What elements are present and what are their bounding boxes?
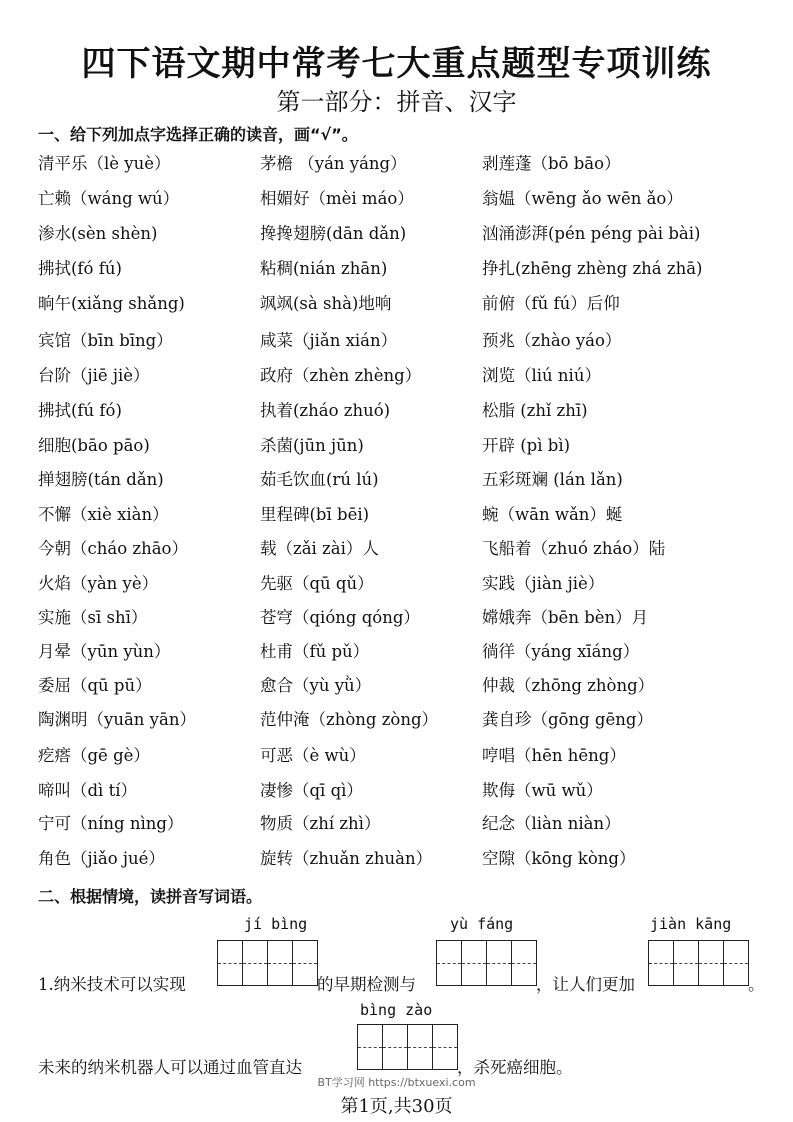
question-row (38, 742, 778, 772)
pinyin-jibing: jí bìng (244, 915, 308, 933)
question-item[interactable]: 空隙（kōng kòng） (482, 849, 636, 868)
question-item[interactable]: 宾馆（bīn bīng） (38, 331, 173, 350)
question-row (38, 255, 778, 285)
sentence1-part4: 。 (748, 975, 765, 994)
question-item[interactable]: 徜徉（yáng xīáng） (482, 642, 640, 661)
question-item[interactable]: 细胞(bāo pāo) (38, 436, 150, 455)
question-item[interactable]: 宁可（níng nìng） (38, 814, 184, 833)
question-item[interactable]: 搀搀翅膀(dān dǎn) (260, 224, 407, 243)
question-row (38, 810, 778, 840)
sentence1-part1: 1.纳米技术可以实现 (38, 975, 186, 994)
question-item[interactable]: 委屈（qū pū） (38, 676, 152, 695)
question-row (38, 672, 778, 702)
question-item[interactable]: 茹毛饮血(rú lú) (260, 470, 379, 489)
question-item[interactable]: 凄惨（qī qì） (260, 781, 363, 800)
question-item[interactable]: 晌午(xiǎng shǎng) (38, 294, 185, 313)
question-item[interactable]: 物质（zhí zhì） (260, 814, 381, 833)
question-item[interactable]: 飞船着（zhuó zháo）陆 (482, 539, 666, 558)
question-item[interactable]: 纪念（liàn niàn） (482, 814, 621, 833)
question-item[interactable]: 挣扎(zhēng zhèng zhá zhā) (482, 259, 703, 278)
question-item[interactable]: 汹涌澎湃(pén péng pài bài) (482, 224, 701, 243)
question-row (38, 185, 778, 215)
question-item[interactable]: 开辟 (pì bì) (482, 436, 571, 455)
sentence1-part3: ，让人们更加 (536, 975, 635, 994)
question-item[interactable]: 啼叫（dì tí） (38, 781, 137, 800)
question-item[interactable]: 五彩斑斓 (lán lǎn) (482, 470, 623, 489)
question-item[interactable]: 角色（jiǎo jué） (38, 849, 165, 868)
question-item[interactable]: 翁媪（wēng ǎo wēn ǎo） (482, 189, 683, 208)
question-item[interactable]: 预兆（zhào yáo） (482, 331, 622, 350)
page-subtitle: 第一部分：拼音、汉字 (276, 88, 517, 116)
question-row (38, 604, 778, 634)
question-item[interactable]: 飒飒(sà shà)地响 (260, 294, 392, 313)
question-item[interactable]: 嫦娥奔（bēn bèn）月 (482, 608, 649, 627)
question-item[interactable]: 杀菌(jūn jūn) (260, 436, 364, 455)
question-item[interactable]: 实践（jiàn jiè） (482, 574, 605, 593)
question-item[interactable]: 苍穹（qióng qóng） (260, 608, 420, 627)
sentence2-part1: 未来的纳米机器人可以通过血管直达 (38, 1058, 302, 1077)
question-item[interactable]: 月晕（yūn yùn） (38, 642, 171, 661)
question-item[interactable]: 火焰（yàn yè） (38, 574, 159, 593)
sentence1-part2: 的早期检测与 (317, 975, 416, 994)
question-item[interactable]: 疙瘩（gē gè） (38, 746, 150, 765)
question-item[interactable]: 蜿（wān wǎn）蜒 (482, 505, 623, 524)
footer-page-number: 第1页,共30页 (340, 1096, 453, 1117)
section1-heading: 一、给下列加点字选择正确的读音，画“√”。 (38, 125, 358, 144)
answer-grid-bingzao[interactable] (357, 1024, 458, 1070)
answer-grid-jiankang[interactable] (648, 940, 749, 986)
question-row (38, 397, 778, 427)
question-item[interactable]: 粘稠(nián zhān) (260, 259, 388, 278)
question-item[interactable]: 实施（sī shī） (38, 608, 148, 627)
question-row (38, 706, 778, 736)
question-row (38, 362, 778, 392)
section2-heading: 二、根据情境，读拼音写词语。 (38, 887, 263, 906)
question-item[interactable]: 亡赖（wáng wú） (38, 189, 180, 208)
question-item[interactable]: 今朝（cháo zhāo） (38, 539, 188, 558)
answer-grid-jibing[interactable] (217, 940, 318, 986)
question-row (38, 777, 778, 807)
question-item[interactable]: 哼唱（hēn hēng） (482, 746, 626, 765)
page-title: 四下语文期中常考七大重点题型专项训练 (81, 44, 712, 84)
pinyin-yufang: yù fáng (450, 915, 514, 933)
question-item[interactable]: 欺侮（wū wǔ） (482, 781, 603, 800)
question-item[interactable]: 台阶（jiē jiè） (38, 366, 150, 385)
question-item[interactable]: 政府（zhèn zhèng） (260, 366, 422, 385)
question-item[interactable]: 杜甫（fǔ pǔ） (260, 642, 370, 661)
pinyin-jiankang: jiàn kāng (650, 915, 732, 933)
sentence2-part2: ，杀死癌细胞。 (457, 1058, 573, 1077)
question-item[interactable]: 里程碑(bī bēi) (260, 505, 370, 524)
question-item[interactable]: 相媚好（mèi máo） (260, 189, 414, 208)
question-item[interactable]: 旋转（zhuǎn zhuàn） (260, 849, 433, 868)
question-row (38, 432, 778, 462)
question-item[interactable]: 范仲淹（zhòng zòng） (260, 710, 439, 729)
pinyin-bingzao: bìng zào (360, 1001, 433, 1019)
question-row (38, 501, 778, 531)
question-item[interactable]: 前俯（fǔ fú）后仰 (482, 294, 620, 313)
question-item[interactable]: 清平乐（lè yuè） (38, 154, 171, 173)
answer-grid-yufang[interactable] (436, 940, 537, 986)
question-item[interactable]: 咸菜（jiǎn xián） (260, 331, 398, 350)
question-row (38, 638, 778, 668)
question-item[interactable]: 松脂 (zhǐ zhī) (482, 401, 588, 420)
question-row (38, 466, 778, 496)
question-item[interactable]: 拂拭(fó fú) (38, 259, 122, 278)
question-item[interactable]: 渗水(sèn shèn) (38, 224, 158, 243)
question-item[interactable]: 先驱（qū qǔ） (260, 574, 374, 593)
question-row (38, 220, 778, 250)
question-item[interactable]: 愈合（yù yǜ） (260, 676, 372, 695)
question-item[interactable]: 执着(zháo zhuó) (260, 401, 391, 420)
question-item[interactable]: 载（zǎi zài）人 (260, 539, 379, 558)
question-row (38, 535, 778, 565)
question-row (38, 570, 778, 600)
question-row (38, 290, 778, 320)
question-item[interactable]: 可恶（è wù） (260, 746, 366, 765)
question-item[interactable]: 龚自珍（gōng gēng） (482, 710, 653, 729)
question-item[interactable]: 陶渊明（yuān yān） (38, 710, 196, 729)
question-item[interactable]: 不懈（xiè xiàn） (38, 505, 169, 524)
question-item[interactable]: 浏览（liú niú） (482, 366, 601, 385)
question-row (38, 327, 778, 357)
question-item[interactable]: 拂拭(fú fó) (38, 401, 122, 420)
question-item[interactable]: 剥莲蓬（bō bāo） (482, 154, 621, 173)
question-item[interactable]: 仲裁（zhōng zhòng） (482, 676, 655, 695)
question-row (38, 845, 778, 875)
question-item[interactable]: 茅檐 （yán yáng） (260, 154, 407, 173)
footer-watermark: BT学习网 https://btxuexi.com (317, 1076, 476, 1089)
question-item[interactable]: 掸翅膀(tán dǎn) (38, 470, 164, 489)
question-row (38, 150, 778, 180)
